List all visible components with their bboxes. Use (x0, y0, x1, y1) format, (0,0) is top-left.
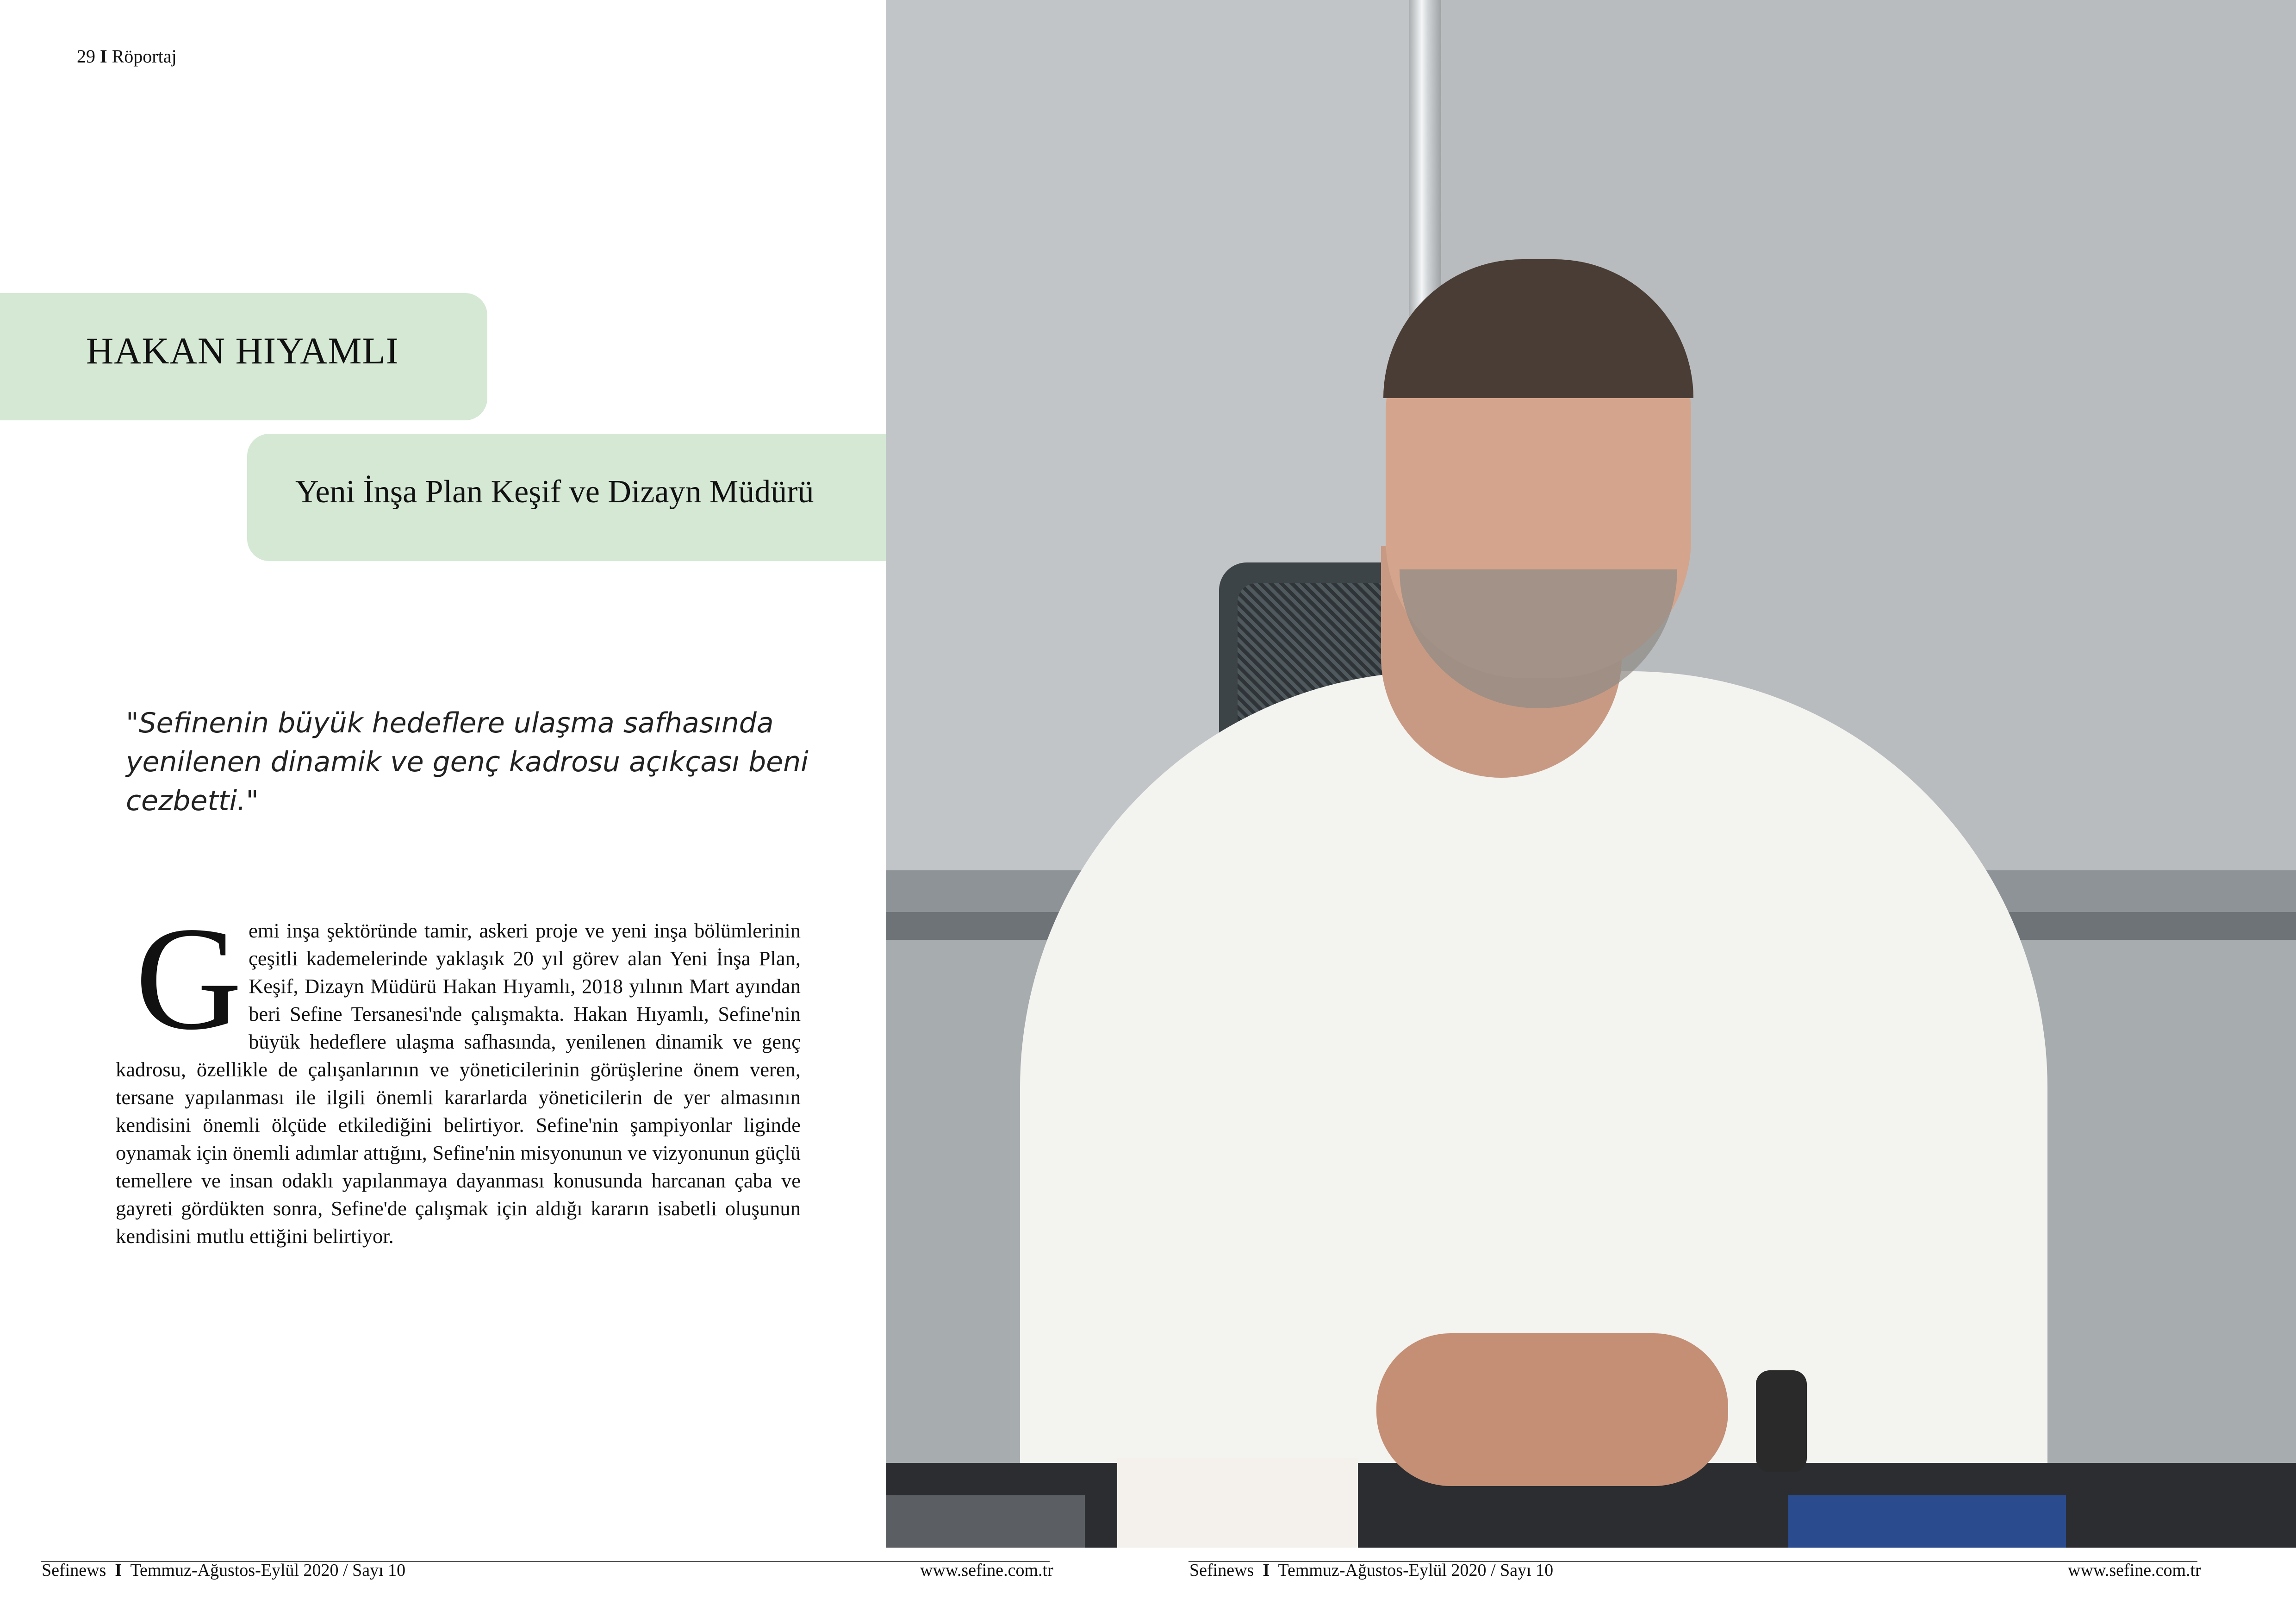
article-body (116, 897, 801, 1250)
page-number: 29 (77, 46, 95, 67)
footer-magazine: Sefinews (42, 1561, 106, 1580)
photo-clasped-hands (1376, 1333, 1728, 1486)
article-text: emi inşa şektöründe tamir, askeri proje ve yeni inşa bölümlerinin çeşitli kademelerinde yaklaşık 20 yıl görev alan Yeni İnşa Plan, Keşif, Dizayn Müdürü Hakan Hıyamlı, 2018 yılının Mart ayından beri Sefine Tersanesi'nde çalışmakta. Hakan Hıyamlı, Sefine'nin büyük hedeflere ulaşma safhasında, yenilenen dinamik ve genç kadrosu, özellikle de çalışanlarının ve yöneticilerinin görüşlerine önem veren, tersane yapılanması ile ilgili önemli kararlarda yöneticilerin de yer almasının kendisini önemli ölçüde etkilediğini belirtiyor. Sefine'nin şampiyonlar liginde oynamak için önemli adımlar attığını, Sefine'nin misyonunun ve vizyonunun güçlü temellere ve insan odaklı yapılanmaya dayanması konusunda harcanan çaba ve gayreti gördükten sonra, Sefine'de çalışmak için aldığı kararın isabetli oluşunun kendisini mutlu ettiğini belirtiyor. (116, 919, 801, 1248)
footer-website-left: www.sefine.com.tr (920, 1561, 1053, 1580)
footer-separator: I (115, 1561, 122, 1580)
footer-left (42, 1560, 405, 1580)
section-title: Röportaj (112, 46, 177, 67)
photo-keyboard (886, 1495, 1085, 1548)
person-name: HAKAN HIYAMLI (86, 330, 399, 372)
footer-issue: Temmuz-Ağustos-Eylül 2020 / Sayı 10 (1278, 1561, 1554, 1580)
person-role: Yeni İnşa Plan Keşif ve Dizayn Müdürü (295, 474, 814, 510)
footer-website-right: www.sefine.com.tr (2068, 1561, 2201, 1580)
pull-quote: "Sefinenin büyük hedeflere ulaşma safhasında yenilenen dinamik ve genç kadrosu açıkçası beni cezbetti." (126, 707, 809, 817)
page-header (77, 45, 177, 67)
portrait-photo (886, 0, 2296, 1548)
footer-right (1189, 1560, 1553, 1580)
footer-magazine: Sefinews (1189, 1561, 1254, 1580)
photo-wristwatch (1756, 1370, 1807, 1472)
photo-paper (1117, 1458, 1358, 1548)
role-label-box (247, 434, 886, 561)
name-label-box (0, 293, 487, 420)
footer-issue: Temmuz-Ağustos-Eylül 2020 / Sayı 10 (130, 1561, 406, 1580)
photo-blue-folder (1788, 1495, 2066, 1548)
drop-cap: G (135, 897, 243, 1061)
header-separator: I (100, 46, 107, 67)
footer-separator: I (1263, 1561, 1270, 1580)
